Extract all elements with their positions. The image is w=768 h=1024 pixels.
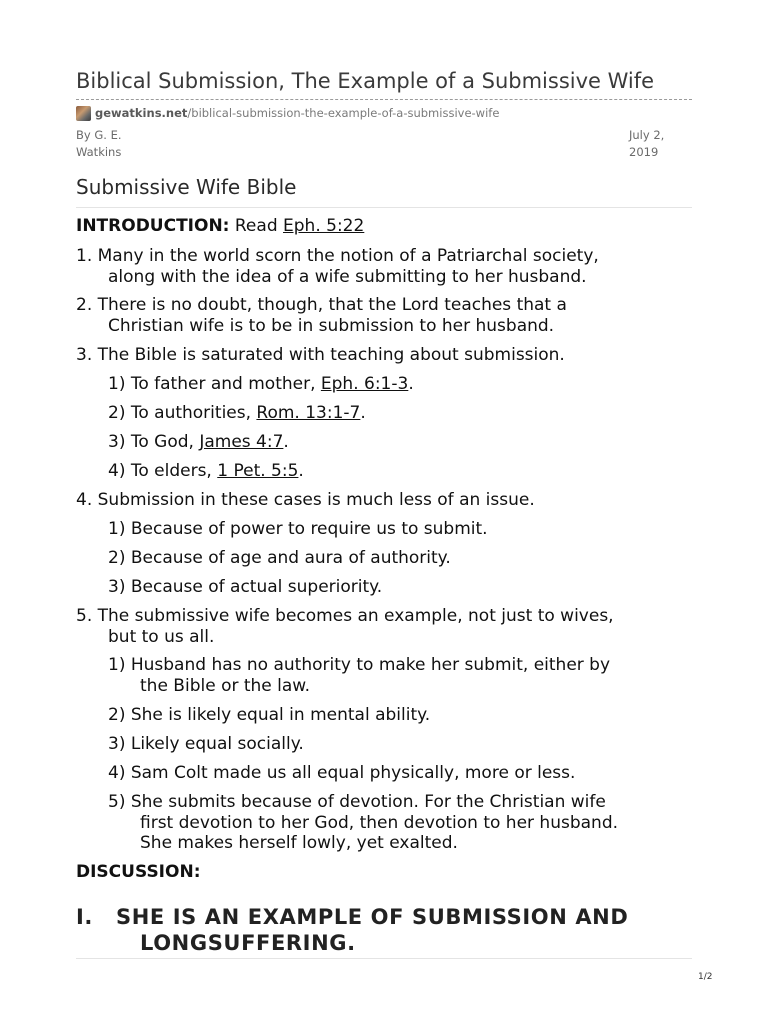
sub-list-item: 2) Because of age and aura of authority. (108, 548, 451, 568)
sub-list-item (108, 792, 618, 854)
heading-number: I. (76, 905, 93, 929)
sub-item-text: 2) To authorities, (108, 403, 257, 423)
source-url[interactable] (76, 104, 499, 122)
sub-list-item: 4) Sam Colt made us all equal physically, more or less. (108, 763, 576, 783)
page-number: 1/2 (698, 972, 713, 982)
date-line-1: July 2, (629, 128, 665, 142)
sub-item-text: 3) To God, (108, 432, 200, 452)
author-line-1: By G. E. (76, 128, 122, 142)
date-line-2: 2019 (629, 145, 659, 159)
sub-item-punct: . (408, 374, 414, 394)
list-item-text: 5. The submissive wife becomes an example, not just to wives, (76, 606, 614, 626)
title-divider (76, 99, 692, 100)
section-title: Submissive Wife Bible (76, 175, 297, 199)
author-byline (76, 127, 166, 161)
sub-list-item: 3) Likely equal socially. (108, 734, 304, 754)
scripture-link[interactable]: 1 Pet. 5:5 (217, 461, 299, 481)
sub-list-item (108, 655, 610, 696)
sub-item-text: 1) Husband has no authority to make her submit, either by (108, 655, 611, 675)
section-divider (76, 207, 692, 208)
sub-item-text: the Bible or the law. (140, 675, 311, 696)
heading-text-line-1: SHE IS AN EXAMPLE OF SUBMISSION AND (116, 905, 629, 929)
introduction-line (76, 216, 364, 237)
list-item-4: 4. Submission in these cases is much less of an issue. (76, 490, 535, 510)
sub-item-text: She makes herself lowly, yet exalted. (140, 833, 458, 853)
discussion-label: DISCUSSION: (76, 862, 201, 882)
list-item-5 (76, 606, 614, 647)
introduction-text: Read (229, 216, 284, 236)
sub-list-item (108, 374, 414, 395)
introduction-label: INTRODUCTION: (76, 216, 230, 236)
sub-item-punct: . (360, 403, 366, 423)
sub-item-text: 4) To elders, (108, 461, 218, 481)
list-item-text: along with the idea of a wife submitting to her husband. (108, 266, 587, 287)
article-title: Biblical Submission, The Example of a Submissive Wife (76, 69, 655, 93)
list-item-text: Christian wife is to be in submission to her husband. (108, 315, 555, 336)
source-domain[interactable]: gewatkins.net (95, 106, 188, 120)
sub-item-text: 1) To father and mother, (108, 374, 321, 394)
source-path[interactable]: /biblical-submission-the-example-of-a-submissive-wife (187, 106, 500, 120)
sub-list-item (108, 432, 289, 453)
sub-list-item (108, 403, 366, 424)
author-line-2: Watkins (76, 145, 122, 159)
sub-item-punct: . (298, 461, 304, 481)
scripture-link[interactable]: Eph. 6:1-3 (320, 374, 409, 394)
list-item-text: 1. Many in the world scorn the notion of a Patriarchal society, (76, 246, 599, 266)
sub-list-item: 1) Because of power to require us to submit. (108, 519, 488, 539)
scripture-link[interactable]: Eph. 5:22 (283, 216, 365, 236)
sub-list-item (108, 461, 304, 482)
list-item-text: but to us all. (108, 626, 215, 647)
list-item-1 (76, 246, 599, 287)
publish-date (629, 127, 679, 161)
sub-item-text: 5) She submits because of devotion. For the Christian wife (108, 792, 606, 812)
list-item-3: 3. The Bible is saturated with teaching about submission. (76, 345, 565, 365)
list-item-2 (76, 295, 567, 336)
sub-list-item: 2) She is likely equal in mental ability. (108, 705, 431, 725)
site-favicon-icon (76, 106, 91, 121)
sub-item-text: first devotion to her God, then devotion to her husband. (140, 812, 619, 833)
scripture-link[interactable]: Rom. 13:1-7 (256, 403, 361, 423)
heading-divider (76, 958, 692, 959)
sub-item-punct: . (283, 432, 289, 452)
heading-text-line-2: LONGSUFFERING. (140, 931, 356, 955)
list-item-text: 2. There is no doubt, though, that the Lord teaches that a (76, 295, 567, 315)
sub-list-item: 3) Because of actual superiority. (108, 577, 383, 597)
scripture-link[interactable]: James 4:7 (199, 432, 284, 452)
